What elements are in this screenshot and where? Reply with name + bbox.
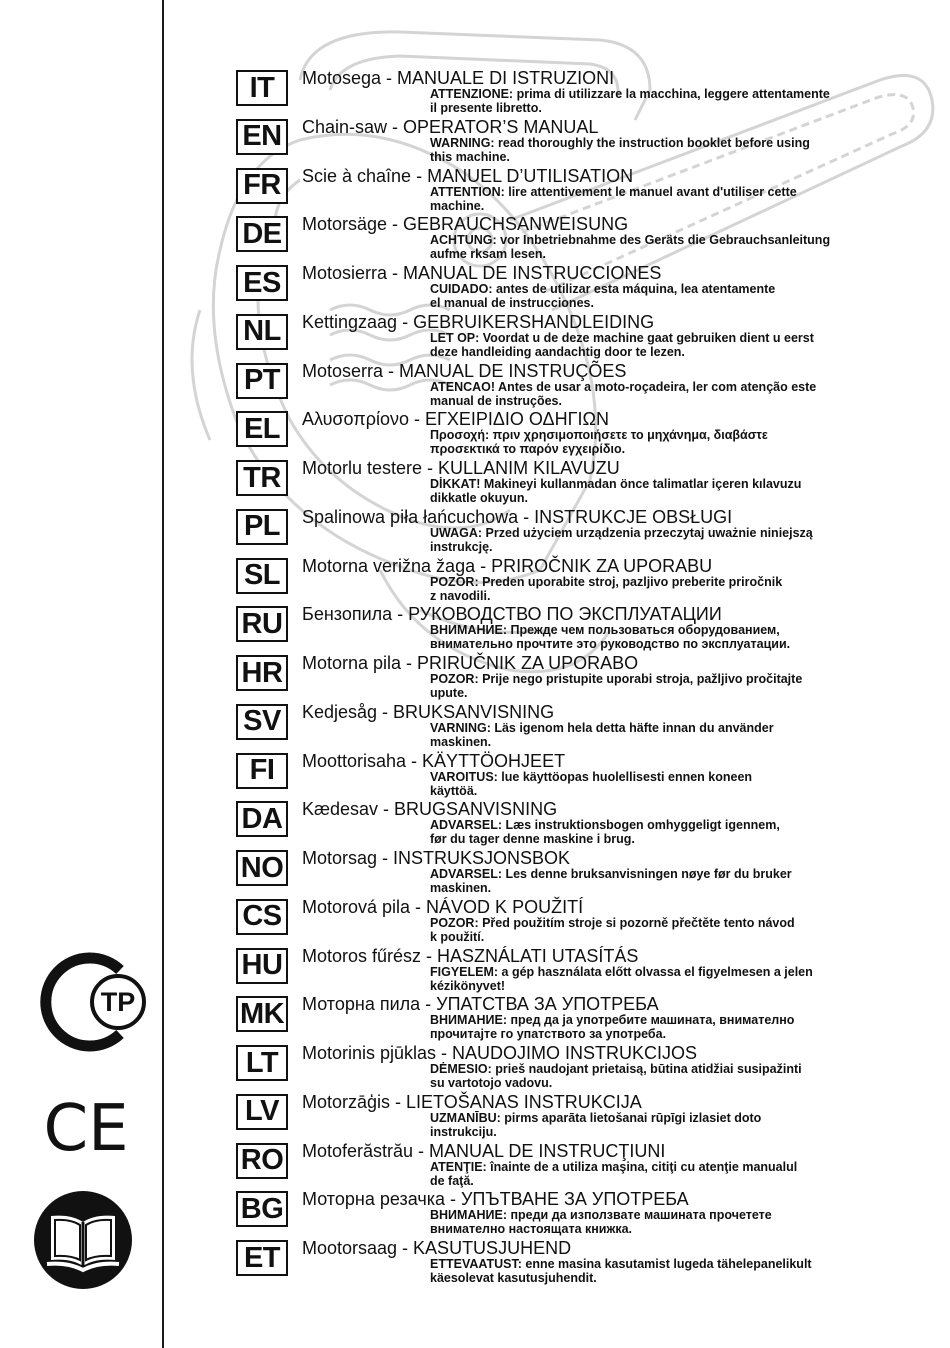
language-entry-pt (236, 361, 926, 410)
language-entry-ru (236, 604, 926, 653)
language-entry-ro (236, 1141, 926, 1190)
safety-warning-text: POZOR: Preden uporabite stroj, pazljivo preberite priročnik z navodili. (430, 574, 783, 603)
left-margin-rule (162, 0, 164, 1348)
manual-title: Scie à chaîne - MANUEL D’UTILISATION (302, 165, 634, 186)
safety-warning-text: FIGYELEM: a gép használata előtt olvassa el figyelmesen a jelen kézikönyvet! (430, 964, 813, 993)
manual-title: Kettingzaag - GEBRUIKERSHANDLEIDING (302, 311, 655, 332)
language-entry-hu (236, 946, 926, 995)
language-entry-hr (236, 653, 926, 702)
language-entry-sv (236, 702, 926, 751)
language-entry-lv (236, 1092, 926, 1141)
read-manual-book-icon (33, 1190, 133, 1290)
manual-title: Kedjesåg - BRUKSANVISNING (302, 701, 555, 722)
safety-warning-text: POZOR: Prije nego pristupite uporabi stroja, pažljivo pročitajte upute. (430, 672, 803, 700)
manual-title: Αλυσοπρίονο - ΕΓΧΕΙΡΙΔΙΟ ΟΔΗΓΙΩΝ (302, 409, 609, 430)
manual-title: Motorová pila - NÁVOD K POUŽITÍ (302, 896, 584, 917)
safety-warning-text: DİKKAT! Makineyi kullanmadan önce talimatlar içeren kılavuzu dikkatle okuyun. (430, 477, 802, 505)
manual-title: Бензопила - РУКОВОДСТВО ПО ЭКСПЛУАТАЦИИ (302, 604, 722, 625)
safety-warning-text: ATTENTION: lire attentivement le manuel avant d'utiliser cette machine. (430, 184, 797, 213)
language-code-box: LT (236, 1045, 288, 1081)
language-code-box: RO (236, 1143, 288, 1179)
safety-warning-text: ADVARSEL: Les denne bruksanvisningen nøye før du bruker maskinen. (430, 867, 792, 895)
safety-warning-text: UZMANĪBU: pirms aparāta lietošanai rūpīgi izlasiet doto instrukciju. (430, 1110, 762, 1139)
manual-title: Moottorisaha - KÄYTTÖOHJEET (302, 750, 566, 771)
safety-warning-text: Προσοχή: πριν χρησιμοποιήσετε το μηχάνημα, διαβάστε προσεκτικά το παρόν εγχειρίδιο. (430, 428, 768, 457)
safety-warning-text: ATENŢIE: înainte de a utiliza maşina, citiţi cu atenţie manualul de faţă. (430, 1159, 798, 1188)
safety-warning-text: ACHTUNG: vor Inbetriebnahme des Geräts die Gebrauchsanleitung aufme rksam lesen. (430, 233, 831, 262)
language-code-box: FI (236, 753, 288, 789)
language-entry-cs (236, 897, 926, 946)
language-entry-sl (236, 556, 926, 605)
language-entry-da (236, 799, 926, 848)
safety-warning-text: UWAGA: Przed użyciem urządzenia przeczytaj uważnie niniejszą instrukcję. (430, 525, 813, 554)
language-entry-nl (236, 312, 926, 361)
language-entry-mk (236, 994, 926, 1043)
language-code-box: NL (236, 314, 288, 350)
safety-warning-text: POZOR: Před použitím stroje si pozorně přečtěte tento návod k použití. (430, 915, 795, 944)
ce-mark-letters: CE (43, 1094, 129, 1158)
language-code-box: PL (236, 509, 288, 545)
gost-mark-letters: TP (100, 987, 136, 1017)
ce-mark-icon (38, 1094, 134, 1158)
language-code-box: IT (236, 70, 288, 106)
safety-warning-text: ETTEVAATUST: enne masina kasutamist lugeda tähelepanelikult käesolevat kasutusjuhendit. (430, 1257, 812, 1285)
safety-warning-text: LET OP: Voordat u de deze machine gaat gebruiken dient u eerst deze handleiding aandachtig door te lezen. (430, 330, 814, 359)
language-list (236, 68, 926, 1287)
manual-title: Motosierra - MANUAL DE INSTRUCCIONES (302, 263, 662, 283)
safety-warning-text: ВНИМАНИЕ: преди да използвате машината прочетете внимателно настоящата книжка. (430, 1208, 772, 1237)
safety-warning-text: ATENCAO! Antes de usar a moto-roçadeira, ler com atenção este manual de instruções. (430, 379, 817, 408)
language-code-box: TR (236, 460, 288, 496)
language-entry-de (236, 214, 926, 263)
manual-title: Motorsag - INSTRUKSJONSBOK (302, 848, 571, 868)
language-code-box: RU (236, 606, 288, 642)
language-entry-it (236, 68, 926, 117)
language-entry-pl (236, 507, 926, 556)
safety-warning-text: VARNING: Läs igenom hela detta häfte innan du använder maskinen. (430, 720, 774, 749)
language-code-box: ET (236, 1240, 288, 1276)
language-code-box: DE (236, 216, 288, 252)
language-entry-lt (236, 1043, 926, 1092)
language-entry-tr (236, 458, 926, 507)
safety-warning-text: WARNING: read thoroughly the instruction booklet before using this machine. (430, 135, 810, 164)
manual-title: Kædesav - BRUGSANVISNING (302, 799, 558, 820)
language-code-box: DA (236, 801, 288, 837)
manual-title: Motorsäge - GEBRAUCHSANWEISUNG (302, 214, 629, 235)
safety-warning-text: ВНИМАНИЕ: Прежде чем пользоваться оборудованием, внимательно прочтите это руководство по эксплуатации. (430, 623, 791, 652)
language-code-box: HU (236, 948, 288, 984)
language-code-box: EN (236, 119, 288, 155)
language-entry-el (236, 409, 926, 458)
language-entry-en (236, 117, 926, 166)
safety-warning-text: DĖMESIO: prieš naudojant prietaisą, būtina atidžiai susipažinti su vartotojo vadovu. (430, 1062, 802, 1090)
language-code-box: HR (236, 655, 288, 691)
language-entry-fr (236, 166, 926, 215)
manual-title: Motorna verižna žaga - PRIROČNIK ZA UPORABU (302, 555, 713, 576)
manual-title: Motorinis pjūklas - NAUDOJIMO INSTRUKCIJOS (302, 1043, 698, 1063)
language-entry-es (236, 263, 926, 312)
language-code-box: SL (236, 558, 288, 594)
language-entry-bg (236, 1189, 926, 1238)
gost-certification-icon (34, 950, 146, 1054)
manual-title: Motoserra - MANUAL DE INSTRUÇÕES (302, 360, 627, 381)
language-code-box: PT (236, 363, 288, 399)
manual-title: Motosega - MANUALE DI ISTRUZIONI (302, 68, 615, 88)
safety-warning-text: ATTENZIONE: prima di utilizzare la macchina, leggere attentamente il presente libretto. (430, 87, 830, 115)
language-code-box: MK (236, 996, 288, 1032)
language-entry-fi (236, 751, 926, 800)
language-code-box: EL (236, 411, 288, 447)
language-code-box: SV (236, 704, 288, 740)
language-code-box: ES (236, 265, 288, 301)
manual-title: Motoferăstrău - MANUAL DE INSTRUCŢIUNI (302, 1140, 666, 1161)
safety-warning-text: VAROITUS: lue käyttöopas huolellisesti ennen koneen käyttöä. (430, 769, 753, 798)
language-code-box: CS (236, 899, 288, 935)
manual-title: Chain-saw - OPERATOR’S MANUAL (302, 116, 599, 137)
safety-warning-text: ADVARSEL: Læs instruktionsbogen omhyggeligt igennem, før du tager denne maskine i brug. (430, 818, 780, 847)
safety-warning-text: CUIDADO: antes de utilizar esta máquina, lea atentamente el manual de instrucciones. (430, 282, 776, 310)
manual-title: Motorzāģis - LIETOŠANAS INSTRUKCIJA (302, 1091, 642, 1112)
language-code-box: LV (236, 1094, 288, 1130)
manual-title: Motorna pila - PRIRUČNIK ZA UPORABO (302, 653, 639, 673)
language-entry-et (236, 1238, 926, 1287)
safety-warning-text: ВНИМАНИЕ: пред да ја употребите машината, внимателно прочитајте го упатството за употреба. (430, 1013, 795, 1042)
manual-title: Motorlu testere - KULLANIM KILAVUZU (302, 458, 620, 478)
manual-title: Spalinowa piła łańcuchowa - INSTRUKCJE OBSŁUGI (302, 506, 733, 527)
language-code-box: FR (236, 168, 288, 204)
language-code-box: NO (236, 850, 288, 886)
manual-title: Mootorsaag - KASUTUSJUHEND (302, 1238, 572, 1258)
language-entry-no (236, 848, 926, 897)
manual-title: Моторна пила - УПАТСТВА ЗА УПОТРЕБА (302, 994, 659, 1015)
language-code-box: BG (236, 1191, 288, 1227)
manual-title: Моторна резачка - УПЪТВАНЕ ЗА УПОТРЕБА (302, 1189, 689, 1210)
manual-title: Motoros fűrész - HASZNÁLATI UTASÍTÁS (302, 945, 639, 966)
